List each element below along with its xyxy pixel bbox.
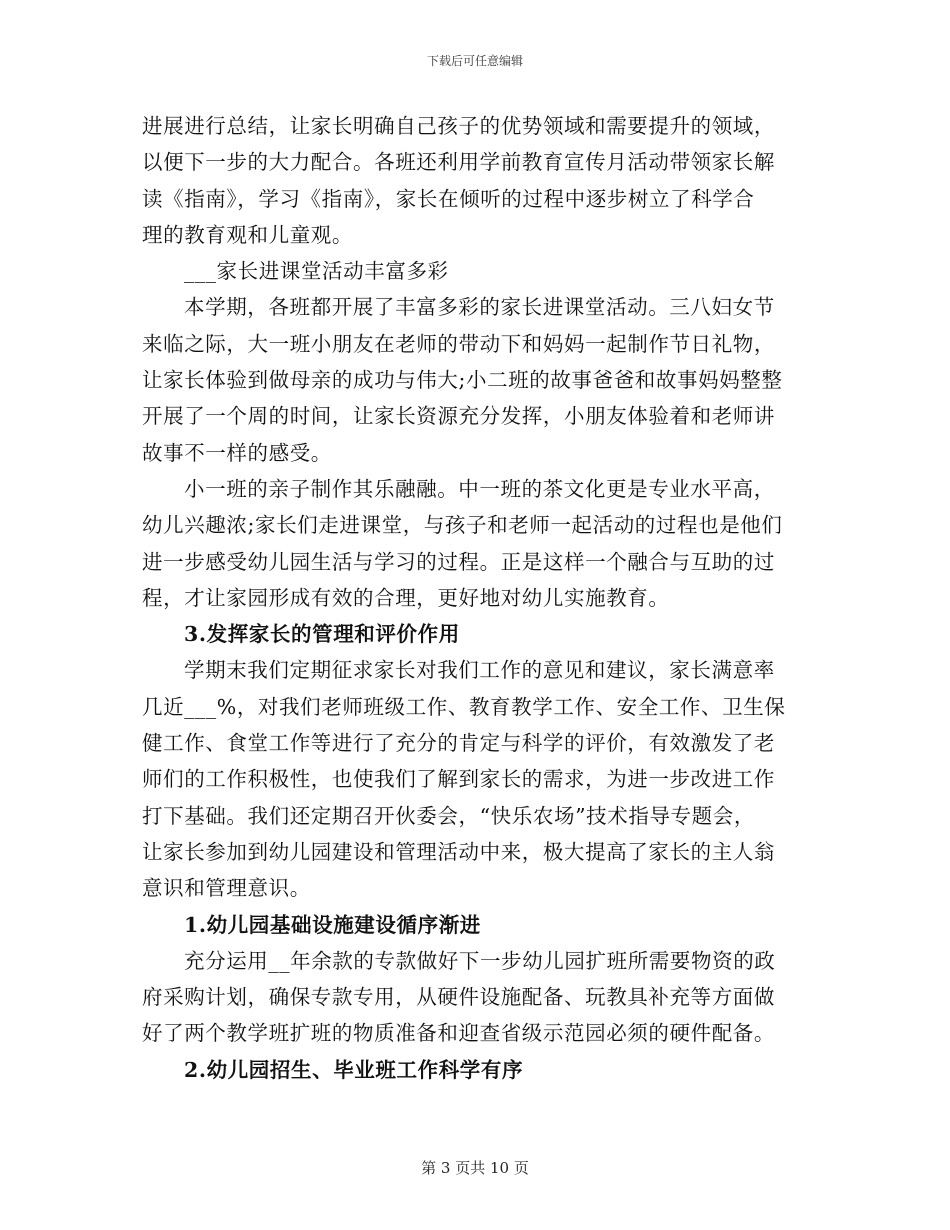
paragraph-line: 以便下一步的大力配合。各班还利用学前教育宣传月活动带领家长解 xyxy=(142,150,775,175)
paragraph-line: 健工作、食堂工作等进行了充分的肯定与科学的评价，有效激发了老 xyxy=(142,731,775,756)
section-heading: 1.幼儿园基础设施建设循序渐进 xyxy=(184,912,481,937)
page-header: 下载后可任意编辑 xyxy=(426,54,523,68)
paragraph-line: 府采购计划，确保专款专用，从硬件设施配备、玩教具补充等方面做 xyxy=(142,985,775,1010)
paragraph-line: 读《指南》，学习《指南》，家长在倾听的过程中逐步树立了科学合 xyxy=(142,186,755,211)
document-body xyxy=(142,108,802,1088)
paragraph-line: 打下基础。我们还定期召开伙委会，“快乐农场”技术指导专题会， xyxy=(142,803,755,828)
paragraph-line: 学期末我们定期征求家长对我们工作的意见和建议，家长满意率 xyxy=(184,658,775,683)
paragraph-line: 本学期，各班都开展了丰富多彩的家长进课堂活动。三八妇女节 xyxy=(184,295,775,320)
paragraph-line: 幼儿兴趣浓;家长们走进课堂，与孩子和老师一起活动的过程也是他们 xyxy=(142,513,783,538)
paragraph-line: 故事不一样的感受。 xyxy=(142,440,332,465)
section-heading: 3.发挥家长的管理和评价作用 xyxy=(184,622,460,647)
paragraph-line: 让家长体验到做母亲的成功与伟大;小二班的故事爸爸和故事妈妈整整 xyxy=(142,368,783,393)
paragraph-line: 理的教育观和儿童观。 xyxy=(142,222,353,247)
paragraph-line: 进展进行总结，让家长明确自己孩子的优势领域和需要提升的领域， xyxy=(142,114,775,138)
paragraph-line: 意识和管理意识。 xyxy=(142,876,311,901)
section-heading: 2.幼儿园招生、毕业班工作科学有序 xyxy=(184,1057,524,1082)
paragraph-line: 几近___%，对我们老师班级工作、教育教学工作、安全工作、卫生保 xyxy=(142,694,786,719)
paragraph-line: 让家长参加到幼儿园建设和管理活动中来，极大提高了家长的主人翁 xyxy=(142,839,775,864)
paragraph-line: 好了两个教学班扩班的物质准备和迎查省级示范园必须的硬件配备。 xyxy=(142,1021,775,1046)
section-heading: ___家长进课堂活动丰富多彩 xyxy=(184,259,449,284)
paragraph-line: 师们的工作积极性，也使我们了解到家长的需求，为进一步改进工作 xyxy=(142,767,775,792)
paragraph-line: 来临之际，大一班小朋友在老师的带动下和妈妈一起制作节日礼物， xyxy=(142,331,775,356)
paragraph-line: 充分运用__年余款的专款做好下一步幼儿园扩班所需要物资的政 xyxy=(184,948,776,973)
page-footer: 第 3 页共 10 页 xyxy=(421,1159,529,1177)
paragraph-line: 开展了一个周的时间，让家长资源充分发挥，小朋友体验着和老师讲 xyxy=(142,404,775,429)
paragraph-line: 进一步感受幼儿园生活与学习的过程。正是这样一个融合与互助的过 xyxy=(142,549,775,574)
paragraph-line: 小一班的亲子制作其乐融融。中一班的茶文化更是专业水平高， xyxy=(184,476,775,501)
paragraph-line: 程，才让家园形成有效的合理，更好地对幼儿实施教育。 xyxy=(142,585,670,610)
